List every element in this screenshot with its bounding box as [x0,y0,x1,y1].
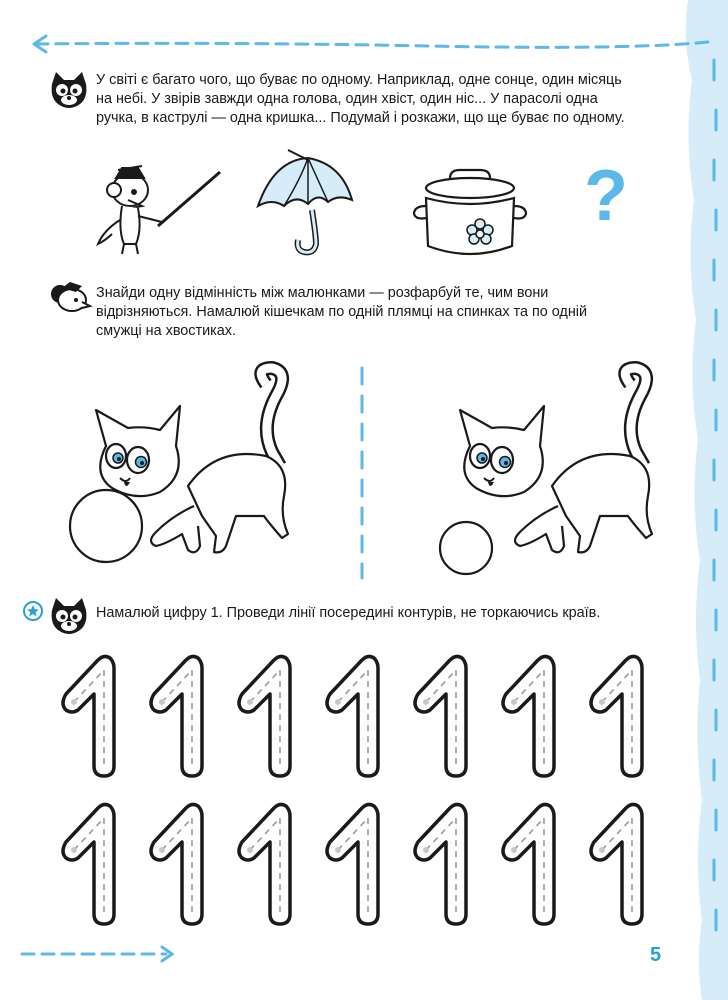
digit-one-tracing-outline[interactable] [408,652,474,782]
digit-one-tracing-outline[interactable] [408,800,474,930]
task1-line: У світі є багато чого, що буває по одному. Наприклад, одне сонце, один місяць [96,72,622,88]
digit-one-tracing-outline[interactable] [56,652,122,782]
digit-one-tracing-outline[interactable] [320,800,386,930]
task2-line: Знайди одну відмінність між малюнками — розфарбуй те, чим вони [96,285,549,301]
mouse-face-icon [48,280,92,316]
task2-line: відрізняються. Намалюй кішечкам по одній плямці на спинках та по одній [96,304,588,320]
digit-one-tracing-outline[interactable] [56,800,122,930]
cat-face-icon [48,596,90,638]
task2-line: смужці на хвостиках. [96,323,236,339]
digit-one-tracing-outline[interactable] [496,800,562,930]
cat-with-large-ball [66,366,296,576]
cat-face-icon [48,70,90,112]
digit-one-tracing-outline[interactable] [584,800,650,930]
task2-text [96,284,666,341]
digit-one-tracing-outline[interactable] [232,800,298,930]
page-edge-decoration [680,0,728,1000]
mouse-teacher-illustration [92,160,222,260]
digit-one-tracing-outline[interactable] [144,652,210,782]
digit-one-tracing-outline[interactable] [144,800,210,930]
bottom-dashed-arrow [20,944,180,964]
umbrella-illustration [254,150,354,260]
cat-with-small-ball [430,366,660,576]
task1-text [96,71,666,128]
task3-line: Намалюй цифру 1. Проведи лінії посередині контурів, не торкаючись країв. [96,605,601,621]
tracing-row [56,652,676,782]
star-badge-icon [22,600,44,622]
task3-text [96,604,666,623]
dashed-divider [358,368,366,578]
page-number: 5 [650,944,662,966]
task1-line: на небі. У звірів завжди одна голова, один хвіст, один ніс... У парасолі одна [96,91,598,107]
digit-one-tracing-outline[interactable] [584,652,650,782]
question-mark: ? [584,156,628,236]
digit-one-tracing-outline[interactable] [232,652,298,782]
digit-one-tracing-outline[interactable] [496,652,562,782]
digit-one-tracing-outline[interactable] [320,652,386,782]
tracing-row [56,800,676,930]
cooking-pot-illustration [410,166,530,262]
task1-line: ручка, в каструлі — одна кришка... Подумай і розкажи, що ще буває по одному. [96,110,625,126]
top-dashed-arrow [28,30,708,60]
